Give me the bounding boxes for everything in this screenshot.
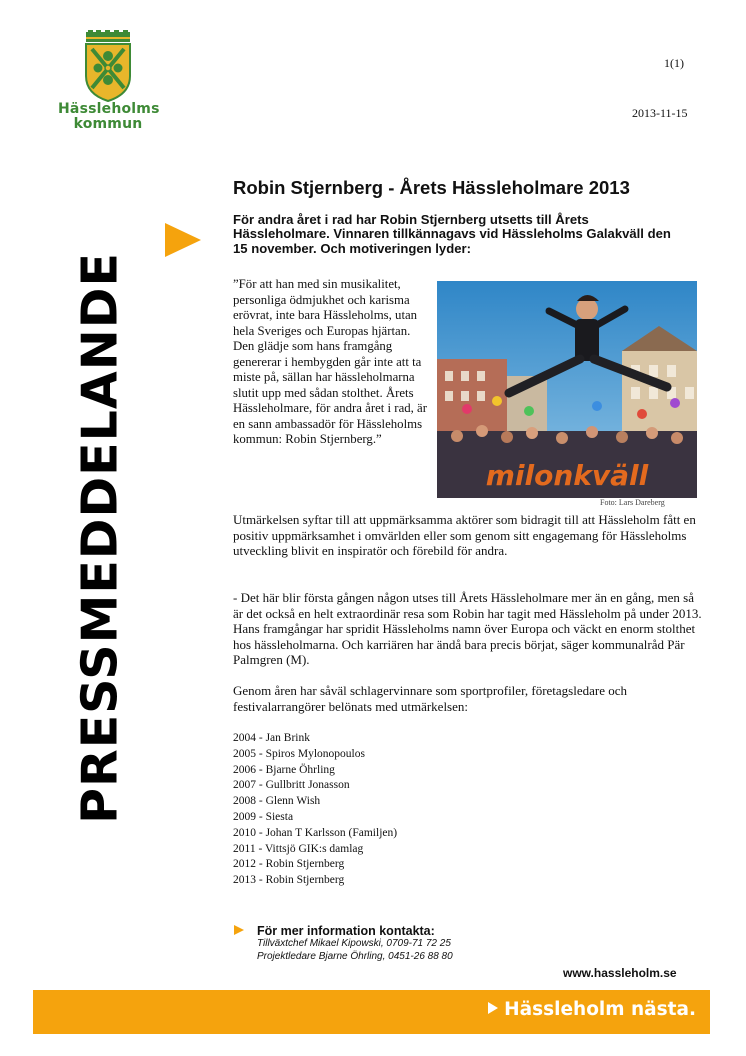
list-item: 2008 - Glenn Wish <box>233 795 321 808</box>
list-item: 2006 - Bjarne Öhrling <box>233 763 335 776</box>
winners-list <box>233 731 397 889</box>
photo-sign-text: milonkväll <box>485 459 649 492</box>
list-item: 2009 - Siesta <box>233 810 294 823</box>
contact-line-2: Projektledare Bjarne Öhrling, 0451-26 88 80 <box>257 950 453 962</box>
list-item: 2012 - Robin Stjernberg <box>233 858 345 871</box>
photo-caption: Foto: Lars Dareberg <box>600 498 665 507</box>
logo-name-line1: Hässleholms <box>58 101 160 117</box>
contact-arrow-icon <box>234 925 244 935</box>
article-photo <box>437 281 697 498</box>
press-release-vertical-label <box>70 208 130 868</box>
list-item: 2013 - Robin Stjernberg <box>233 874 345 887</box>
body-paragraph-3: Genom åren har såväl schlagervinnare som sportprofiler, företagsledare och festivalarrangörer belönats med utmärkelsen: <box>233 683 628 714</box>
footer-slogan <box>488 999 696 1020</box>
website-link[interactable]: www.hassleholm.se <box>563 966 677 980</box>
article-lead: För andra året i rad har Robin Stjernberg utsetts till Årets Hässleholmare. Vinnaren tillkännagavs vid Hässleholms Galakväll den 15 november. Och motiveringen lyder: <box>233 212 671 256</box>
list-item: 2010 - Johan T Karlsson (Familjen) <box>233 826 398 839</box>
coat-of-arms-icon <box>83 30 133 102</box>
contact-details <box>257 938 453 963</box>
jumping-singer-photo <box>437 281 697 498</box>
footer-banner <box>33 990 710 1034</box>
body-paragraph-1: Utmärkelsen syftar till att uppmärksamma aktörer som bidragit till att Hässleholm fått en positiv uppmärksamhet i omvärlden eller som genom sitt engagemang för Hässleholms utveckling blivit en inspiratör och förebild för andra. <box>233 512 696 559</box>
press-release-label-text: PRESSMEDDELANDE <box>71 252 129 824</box>
list-item: 2004 - Jan Brink <box>233 732 310 744</box>
document-date: 2013-11-15 <box>632 106 688 120</box>
logo-name-line2: kommun <box>73 116 143 132</box>
slogan-arrow-icon <box>488 1002 498 1014</box>
list-item: 2005 - Spiros Mylonopoulos <box>233 747 365 760</box>
article-headline: Robin Stjernberg - Årets Hässleholmare 2013 <box>233 177 630 198</box>
page-number: 1(1) <box>664 56 684 70</box>
body-paragraph-2: - Det här blir första gången någon utses till Årets Hässleholmare mer än en gång, men så är det också en helt extraordinär resa som Robin har tagit med Hässleholm på under 2013. Hans framgångar har spridit Hässleholms namn över Europa och väckt en enorm stolthet hos hässleholmarna. Och karriären har ändå bara precis börjat, säger kommunalråd Pär Palmgren (M). <box>233 590 702 668</box>
municipality-logo <box>58 30 158 132</box>
list-item: 2007 - Gullbritt Jonasson <box>233 779 350 792</box>
contact-heading: För mer information kontakta: <box>257 924 435 938</box>
jury-motivation-quote: ”För att han med sin musikalitet, personliga ödmjukhet och karisma erövrat, inte bara Hässleholms, utan hela Sveriges och Europas hjärtan. Den glädje som hans framgång genererar i hembygden går inte att ta miste på, sällan har hässleholmarna slutit upp med sådan stolthet. Årets Hässleholmare, för andra året i rad, är en sann ambassadör för Hässleholms kommun: Robin Stjernberg.” <box>233 277 427 446</box>
footer-slogan-text: Hässleholm nästa. <box>504 999 696 1020</box>
list-item: 2011 - Vittsjö GIK:s damlag <box>233 842 364 855</box>
lead-arrow-icon <box>165 223 201 257</box>
contact-line-1: Tillväxtchef Mikael Kipowski, 0709-71 72 25 <box>257 938 451 949</box>
